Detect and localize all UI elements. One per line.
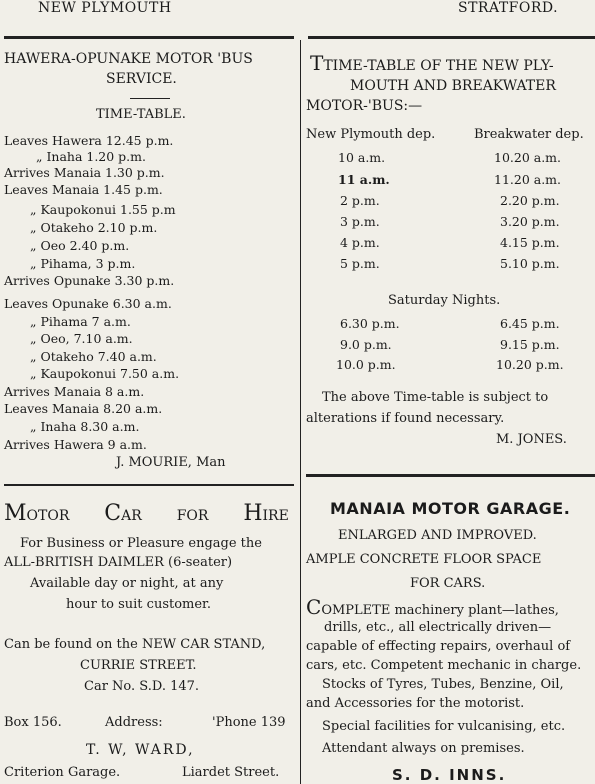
np-row-arr: 11.20 a.m. <box>494 172 562 187</box>
np-row-arr: 2.20 p.m. <box>500 193 560 208</box>
hawera-row: Arrives Manaia 8 a.m. <box>4 384 145 399</box>
top-rule-right <box>308 36 595 39</box>
motor-car-name: T. W, WARD, <box>86 742 195 758</box>
motor-car-line: CURRIE STREET. <box>80 658 197 673</box>
hawera-row: Leaves Hawera 12.45 p.m. <box>4 133 174 148</box>
hawera-row: Leaves Opunake 6.30 a.m. <box>4 296 172 311</box>
np-note-line1: The above Time-table is subject to <box>322 390 549 405</box>
title-word: AR <box>121 508 142 524</box>
hawera-row: Leaves Manaia 1.45 p.m. <box>4 182 163 197</box>
manaia-para1-line: cars, etc. Competent mechanic in charge. <box>306 658 582 673</box>
motor-car-line: Can be found on the NEW CAR STAND, <box>4 637 266 652</box>
title-dropcap: M <box>4 501 27 526</box>
np-signature: M. JONES. <box>496 432 567 447</box>
motor-car-phone: 'Phone 139 <box>212 715 286 730</box>
hawera-row: „ Pihama 7 a.m. <box>30 314 131 329</box>
manaia-para2-line: and Accessories for the motorist. <box>306 696 525 711</box>
np-sat-arr: 9.15 p.m. <box>500 337 560 352</box>
np-sat-dep: 9.0 p.m. <box>340 337 392 352</box>
manaia-line1: ENLARGED AND IMPROVED. <box>338 528 537 543</box>
title-word: OTOR <box>26 508 70 524</box>
title-dropcap: C <box>104 501 122 526</box>
manaia-para1-text: OMPLETE machinery plant—lathes, <box>321 603 559 618</box>
manaia-line3: FOR CARS. <box>410 576 486 591</box>
np-sat-dep: 10.0 p.m. <box>336 357 396 372</box>
title-word: IRE <box>262 508 289 524</box>
manaia-para1-first <box>306 596 559 618</box>
hawera-row: „ Inaha 8.30 a.m. <box>30 419 140 434</box>
right-mid-rule <box>306 474 595 477</box>
np-title-line1: TTIME-TABLE OF THE NEW PLY- <box>310 51 554 75</box>
hawera-row: Arrives Opunake 3.30 p.m. <box>4 273 175 288</box>
np-row-arr: 10.20 a.m. <box>494 150 562 165</box>
np-row-dep: 11 a.m. <box>338 172 390 187</box>
motor-car-line: Car No. S.D. 147. <box>84 679 200 694</box>
np-row-dep: 2 p.m. <box>340 193 380 208</box>
left-mid-rule <box>4 484 294 486</box>
np-title-text: TIME-TABLE OF THE NEW PLY- <box>323 58 554 74</box>
manaia-para1-line: capable of effecting repairs, overhaul of <box>306 639 571 654</box>
hawera-row: Arrives Hawera 9 a.m. <box>4 437 147 452</box>
np-col-header-1: New Plymouth dep. <box>306 127 436 142</box>
motor-car-garage: Criterion Garage. <box>4 765 121 780</box>
motor-car-line: hour to suit customer. <box>66 597 211 612</box>
manaia-line2: AMPLE CONCRETE FLOOR SPACE <box>306 552 542 567</box>
manaia-para2-line: Stocks of Tyres, Tubes, Benzine, Oil, <box>322 677 564 692</box>
np-note-line2: alterations if found necessary. <box>306 411 505 426</box>
motor-car-title <box>4 503 289 525</box>
header-left: NEW PLYMOUTH <box>38 0 172 16</box>
motor-car-box: Box 156. <box>4 715 62 730</box>
np-sat-arr: 6.45 p.m. <box>500 316 560 331</box>
hawera-row: „ Kaupokonui 1.55 p.m <box>30 202 176 217</box>
np-row-dep: 10 a.m. <box>338 150 386 165</box>
hawera-title-line2: SERVICE. <box>106 71 177 87</box>
np-title-line3: MOTOR-'BUS:— <box>306 98 423 114</box>
np-title-line2: MOUTH AND BREAKWATER <box>350 78 556 94</box>
manaia-title: MANAIA MOTOR GARAGE. <box>330 499 571 518</box>
motor-car-street: Liardet Street. <box>182 765 280 780</box>
manaia-para3: Special facilities for vulcanising, etc. <box>322 719 566 734</box>
title-word: FOR <box>176 508 209 524</box>
motor-car-line: Available day or night, at any <box>30 576 224 591</box>
manaia-signature: S. D. INNS. <box>392 766 507 784</box>
hawera-row: Arrives Manaia 1.30 p.m. <box>4 165 165 180</box>
hawera-rule <box>130 98 170 99</box>
np-col-header-2: Breakwater dep. <box>474 127 584 142</box>
hawera-timetable-heading: TIME-TABLE. <box>96 107 186 122</box>
hawera-title-line1: HAWERA-OPUNAKE MOTOR 'BUS <box>4 51 253 67</box>
np-row-dep: 5 p.m. <box>340 256 380 271</box>
column-divider <box>300 40 301 784</box>
motor-car-line: For Business or Pleasure engage the <box>20 536 262 551</box>
header-right: STRATFORD. <box>458 0 559 16</box>
hawera-row: Leaves Manaia 8.20 a.m. <box>4 401 163 416</box>
title-dropcap: H <box>243 501 263 526</box>
np-sat-dep: 6.30 p.m. <box>340 316 400 331</box>
manaia-dropcap: C <box>306 595 322 619</box>
hawera-row: „ Oeo, 7.10 a.m. <box>30 331 133 346</box>
np-row-dep: 3 p.m. <box>340 214 380 229</box>
hawera-row: „ Pihama, 3 p.m. <box>30 256 136 271</box>
np-row-arr: 5.10 p.m. <box>500 256 560 271</box>
manaia-para4: Attendant always on premises. <box>322 741 525 756</box>
hawera-row: „ Otakeho 7.40 a.m. <box>30 349 157 364</box>
motor-car-address: Address: <box>105 715 163 730</box>
np-row-arr: 4.15 p.m. <box>500 235 560 250</box>
np-row-arr: 3.20 p.m. <box>500 214 560 229</box>
hawera-row: „ Otakeho 2.10 p.m. <box>30 220 158 235</box>
hawera-row: „ Kaupokonui 7.50 a.m. <box>30 366 180 381</box>
manaia-para1-line: drills, etc., all electrically driven— <box>324 620 552 635</box>
np-sat-arr: 10.20 p.m. <box>496 357 564 372</box>
hawera-row: „ Inaha 1.20 p.m. <box>36 149 146 164</box>
top-rule-left <box>4 36 294 39</box>
np-saturday-heading: Saturday Nights. <box>388 293 501 308</box>
hawera-row: „ Oeo 2.40 p.m. <box>30 238 130 253</box>
hawera-signature: J. MOURIE, Man <box>116 455 226 470</box>
motor-car-line: ALL-BRITISH DAIMLER (6-seater) <box>4 555 233 570</box>
np-row-dep: 4 p.m. <box>340 235 380 250</box>
